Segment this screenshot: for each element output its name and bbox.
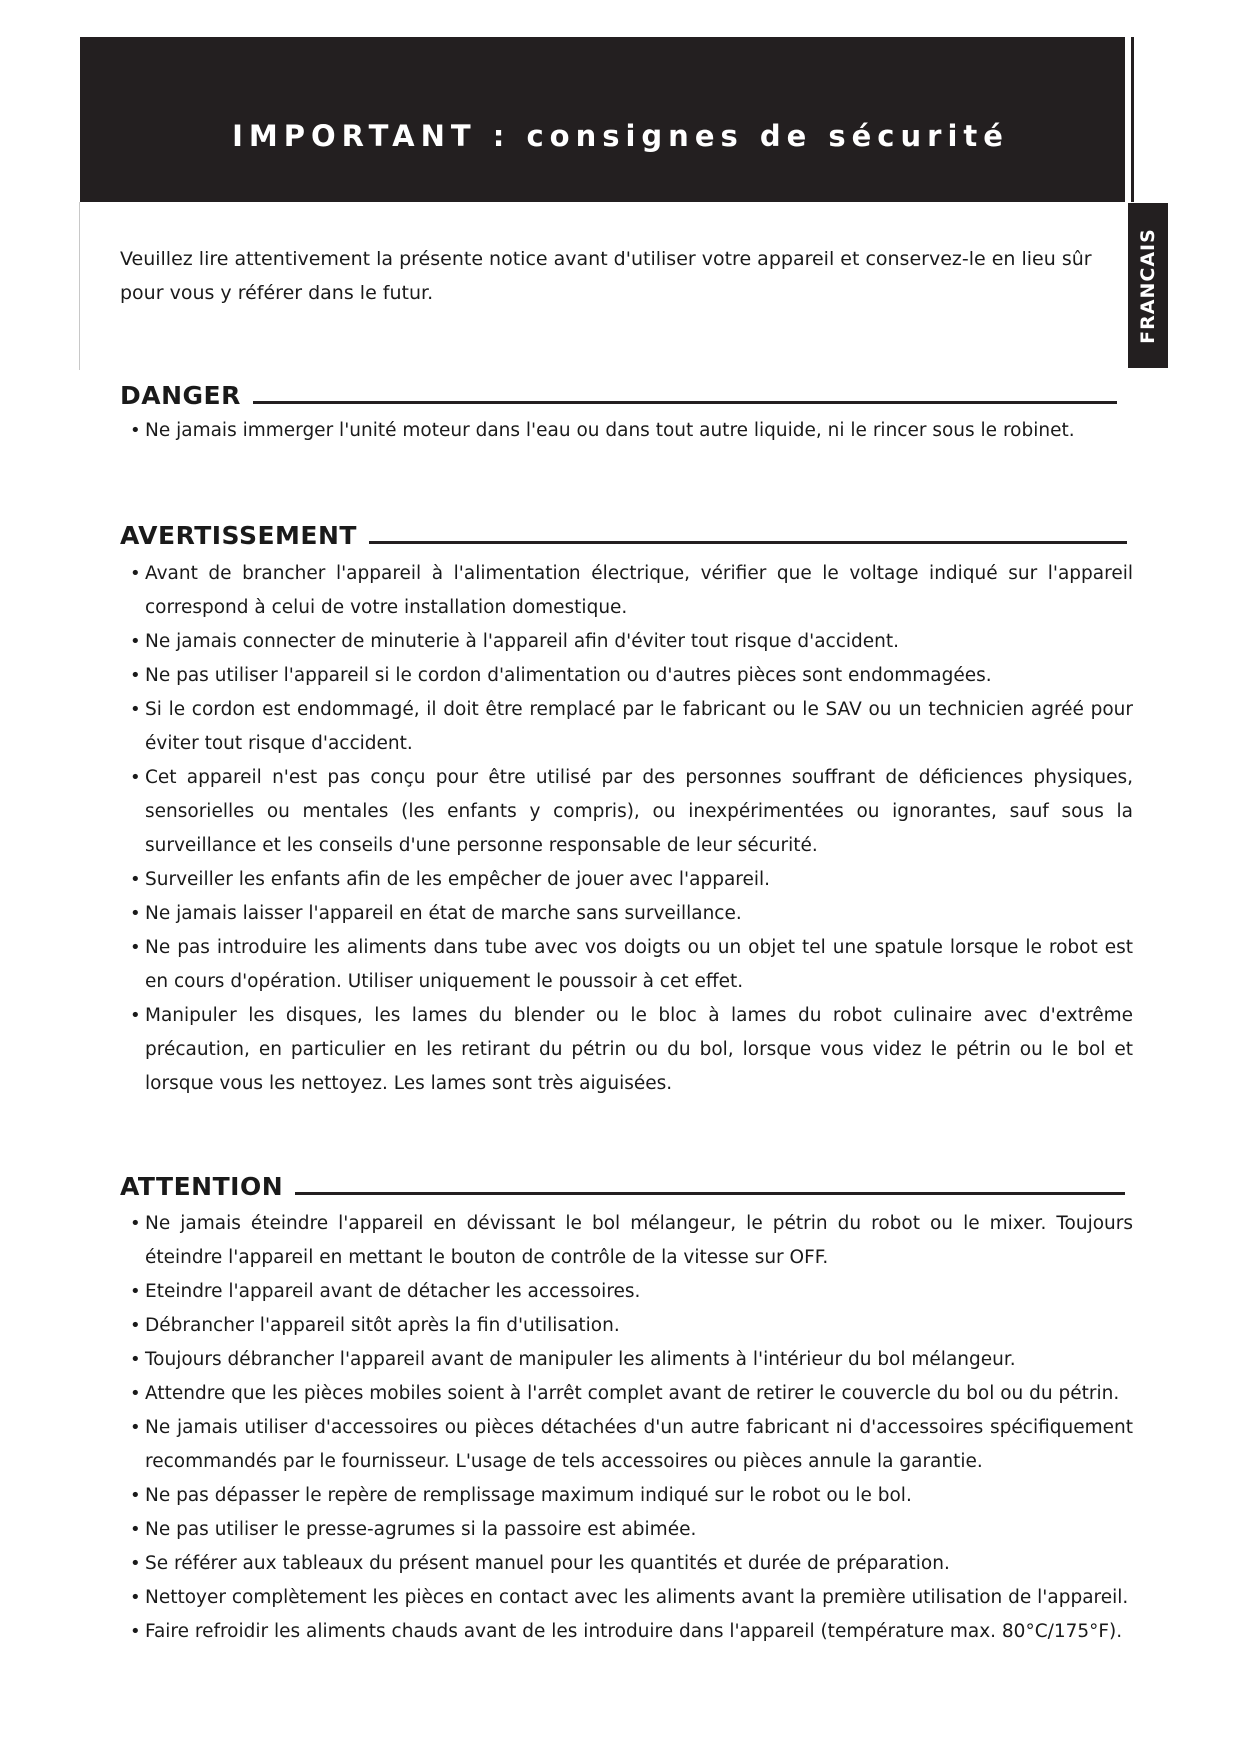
bullet-icon: • [130, 1621, 141, 1642]
list-item-text: Surveiller les enfants afin de les empêcher de jouer avec l'appareil. [145, 869, 771, 890]
list-item [120, 557, 1133, 625]
list-item [120, 999, 1133, 1101]
list-item [120, 659, 1133, 693]
bullet-icon: • [130, 767, 141, 788]
list-item [120, 1309, 1133, 1343]
list-item-text: Ne pas utiliser l'appareil si le cordon d'alimentation ou d'autres pièces sont endommagées. [145, 665, 992, 686]
list-item-text: Ne jamais utiliser d'accessoires ou pièces détachées d'un autre fabricant ni d'accessoires spécifiquement recommandés par le fournisseur. L'usage de tels accessoires ou pièces annule la garantie. [145, 1417, 1133, 1472]
bullet-icon: • [130, 1349, 141, 1370]
list-item-text: Eteindre l'appareil avant de détacher les accessoires. [145, 1281, 641, 1302]
list-item [120, 1207, 1133, 1275]
bullet-icon: • [130, 937, 141, 958]
list-item [120, 625, 1133, 659]
intro-paragraph: Veuillez lire attentivement la présente notice avant d'utiliser votre appareil et conservez-le en lieu sûr pour vous y référer dans le futur. [120, 248, 1092, 304]
heading-rule [295, 1192, 1125, 1195]
list-item-text: Si le cordon est endommagé, il doit être remplacé par le fabricant ou le SAV ou un technicien agréé pour éviter tout risque d'accident. [145, 699, 1133, 754]
bullet-icon: • [130, 1587, 141, 1608]
bullet-icon: • [130, 563, 141, 584]
list-item-text: Ne jamais connecter de minuterie à l'appareil afin d'éviter tout risque d'accident. [145, 631, 900, 652]
bullet-icon: • [130, 699, 141, 720]
list-item-text: Avant de brancher l'appareil à l'alimentation électrique, vérifier que le voltage indiqué sur l'appareil correspond à celui de votre installation domestique. [145, 563, 1133, 618]
list-item [120, 897, 1133, 931]
page-title: IMPORTANT : consignes de sécurité [232, 119, 1009, 153]
bullet-icon: • [130, 631, 141, 652]
list-item [120, 1275, 1133, 1309]
bullet-icon: • [130, 1213, 141, 1234]
list-item-text: Ne pas dépasser le repère de remplissage maximum indiqué sur le robot ou le bol. [145, 1485, 912, 1506]
bullet-icon: • [130, 1281, 141, 1302]
list-item-text: Cet appareil n'est pas conçu pour être utilisé par des personnes souffrant de déficiences physiques, sensorielles ou mentales (les enfants y compris), ou inexpérimentées ou ignorantes, sauf sous la surveillance et les conseils d'une personne responsable de leur sécurité. [145, 767, 1133, 856]
list-item-text: Ne pas introduire les aliments dans tube avec vos doigts ou un objet tel une spatule lorsque le robot est en cours d'opération. Utiliser uniquement le poussoir à cet effet. [145, 937, 1133, 992]
bullet-icon: • [130, 1417, 141, 1438]
section-title: DANGER [120, 381, 241, 410]
list-item [120, 1615, 1133, 1649]
list-item-text: Ne jamais laisser l'appareil en état de marche sans surveillance. [145, 903, 742, 924]
section-title: ATTENTION [120, 1172, 284, 1201]
bullet-icon: • [130, 1553, 141, 1574]
list-item [120, 1479, 1133, 1513]
list-item [120, 761, 1133, 863]
list-item [120, 1547, 1133, 1581]
list-item [120, 1377, 1133, 1411]
list-item [120, 414, 1133, 448]
bullet-icon: • [130, 1519, 141, 1540]
list-item-text: Ne pas utiliser le presse-agrumes si la passoire est abimée. [145, 1519, 697, 1540]
bullet-icon: • [130, 420, 141, 441]
list-item [120, 1343, 1133, 1377]
list-item [120, 1513, 1133, 1547]
section-heading-attention [120, 1172, 1125, 1201]
heading-rule [253, 401, 1117, 404]
list-item-text: Se référer aux tableaux du présent manuel pour les quantités et durée de préparation. [145, 1553, 950, 1574]
list-item-text: Nettoyer complètement les pièces en contact avec les aliments avant la première utilisation de l'appareil. [145, 1587, 1129, 1608]
list-item-text: Ne jamais immerger l'unité moteur dans l'eau ou dans tout autre liquide, ni le rincer sous le robinet. [145, 420, 1075, 441]
list-item [120, 1581, 1133, 1615]
list-item-text: Toujours débrancher l'appareil avant de manipuler les aliments à l'intérieur du bol mélangeur. [145, 1349, 1016, 1370]
bullet-icon: • [130, 903, 141, 924]
left-margin-rule [79, 202, 80, 370]
list-item-text: Manipuler les disques, les lames du blender ou le bloc à lames du robot culinaire avec d'extrême précaution, en particulier en les retirant du pétrin ou du bol, lorsque vous videz le pétrin ou le bol et lorsque vous les nettoyez. Les lames sont très aiguisées. [145, 1005, 1133, 1094]
bullet-icon: • [130, 1383, 141, 1404]
bullet-icon: • [130, 1315, 141, 1336]
bullet-icon: • [130, 665, 141, 686]
list-item-text: Attendre que les pièces mobiles soient à l'arrêt complet avant de retirer le couvercle du bol ou du pétrin. [145, 1383, 1120, 1404]
list-item-text: Ne jamais éteindre l'appareil en dévissant le bol mélangeur, le pétrin du robot ou le mixer. Toujours éteindre l'appareil en mettant le bouton de contrôle de la vitesse sur OFF. [145, 1213, 1133, 1268]
section-heading-avertissement [120, 521, 1127, 550]
list-item-text: Débrancher l'appareil sitôt après la fin d'utilisation. [145, 1315, 620, 1336]
section-heading-danger [120, 381, 1117, 410]
list-item [120, 931, 1133, 999]
bullet-icon: • [130, 1005, 141, 1026]
section-title: AVERTISSEMENT [120, 521, 357, 550]
bullet-icon: • [130, 1485, 141, 1506]
heading-rule [369, 541, 1127, 544]
bullet-icon: • [130, 869, 141, 890]
avertissement-list [120, 557, 1133, 1101]
list-item [120, 1411, 1133, 1479]
language-tab [1128, 203, 1168, 368]
list-item [120, 693, 1133, 761]
attention-list [120, 1207, 1133, 1649]
danger-list [120, 414, 1133, 448]
language-tab-label: FRANCAIS [1137, 227, 1159, 344]
list-item-text: Faire refroidir les aliments chauds avant de les introduire dans l'appareil (température max. 80°C/175°F). [145, 1621, 1123, 1642]
header-right-rule [1131, 37, 1134, 202]
list-item [120, 863, 1133, 897]
